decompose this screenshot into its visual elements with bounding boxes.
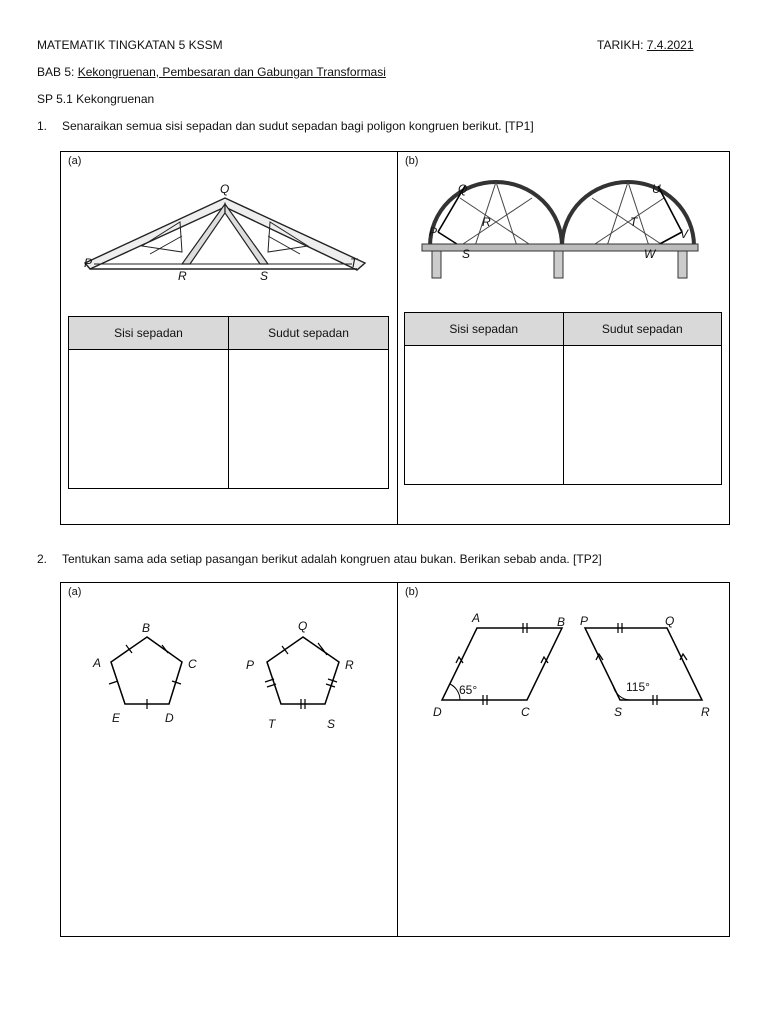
vertex-s: S	[614, 705, 623, 719]
bridge-arch-diagram	[420, 176, 700, 284]
chapter-title: Kekongruenan, Pembesaran dan Gabungan Transformasi	[77, 65, 386, 79]
answer-cell-sudut[interactable]	[229, 350, 389, 489]
vertex-a: A	[93, 656, 102, 670]
vertex-d: D	[165, 711, 174, 725]
vertex-p: P	[246, 658, 255, 672]
parallelograms-diagram	[425, 608, 720, 723]
vertex-p: P	[580, 614, 589, 628]
col-header-sisi: Sisi sepadan	[405, 313, 564, 346]
chapter-line	[37, 65, 386, 79]
col-header-sisi: Sisi sepadan	[69, 317, 229, 350]
vertex-q: Q	[220, 182, 230, 196]
q1-divider	[397, 151, 398, 525]
vertex-c: C	[188, 657, 197, 671]
vertex-e: E	[112, 711, 121, 725]
vertex-a: A	[472, 611, 481, 625]
angle-115: 115°	[626, 680, 650, 694]
answer-cell-sisi[interactable]	[405, 346, 564, 485]
vertex-b: B	[142, 621, 151, 635]
q1-text: Senaraikan semua sisi sepadan dan sudut sepadan bagi poligon kongruen berikut. [TP1]	[62, 119, 534, 133]
date-line	[597, 38, 694, 52]
q2-divider	[397, 582, 398, 937]
q2a-label: (a)	[68, 586, 82, 598]
vertex-r: R	[482, 215, 491, 229]
answer-cell-sisi[interactable]	[69, 350, 229, 489]
col-header-sudut: Sudut sepadan	[563, 313, 722, 346]
q2b-label: (b)	[405, 586, 419, 598]
vertex-q: Q	[665, 614, 675, 628]
vertex-r: R	[345, 658, 354, 672]
vertex-p: P	[429, 225, 438, 239]
date-value: 7.4.2021	[646, 38, 694, 52]
q2-number: 2.	[37, 552, 48, 566]
vertex-b: B	[557, 615, 566, 629]
answer-cell-sudut[interactable]	[563, 346, 722, 485]
chapter-prefix: BAB 5:	[37, 65, 75, 79]
vertex-c: C	[521, 705, 530, 719]
date-label: TARIKH:	[597, 38, 644, 52]
vertex-d: D	[433, 705, 442, 719]
q1a-answer-table	[68, 316, 389, 489]
pentagons-diagram	[88, 612, 378, 737]
vertex-r: R	[701, 705, 710, 719]
q1-number: 1.	[37, 119, 48, 133]
angle-65: 65°	[459, 683, 478, 697]
q1b-label: (b)	[405, 155, 419, 167]
vertex-t: T	[630, 215, 638, 229]
subject-title: MATEMATIK TINGKATAN 5 KSSM	[37, 38, 223, 52]
subtopic: SP 5.1 Kekongruenan	[37, 92, 155, 106]
vertex-q: Q	[458, 182, 468, 196]
vertex-s: S	[462, 247, 471, 261]
roof-truss-diagram	[80, 180, 380, 285]
vertex-t: T	[268, 717, 276, 731]
vertex-s: S	[327, 717, 336, 731]
vertex-w: W	[644, 247, 656, 261]
q2-text: Tentukan sama ada setiap pasangan berikut adalah kongruen atau bukan. Berikan sebab anda. [TP2]	[62, 552, 602, 566]
col-header-sudut: Sudut sepadan	[229, 317, 389, 350]
vertex-u: U	[652, 182, 661, 196]
vertex-p: P	[84, 256, 93, 270]
vertex-t: T	[350, 256, 358, 270]
vertex-q: Q	[298, 619, 308, 633]
vertex-v: V	[680, 227, 689, 241]
vertex-r: R	[178, 269, 187, 283]
q1b-answer-table	[404, 312, 722, 485]
vertex-s: S	[260, 269, 269, 283]
q1a-label: (a)	[68, 155, 82, 167]
